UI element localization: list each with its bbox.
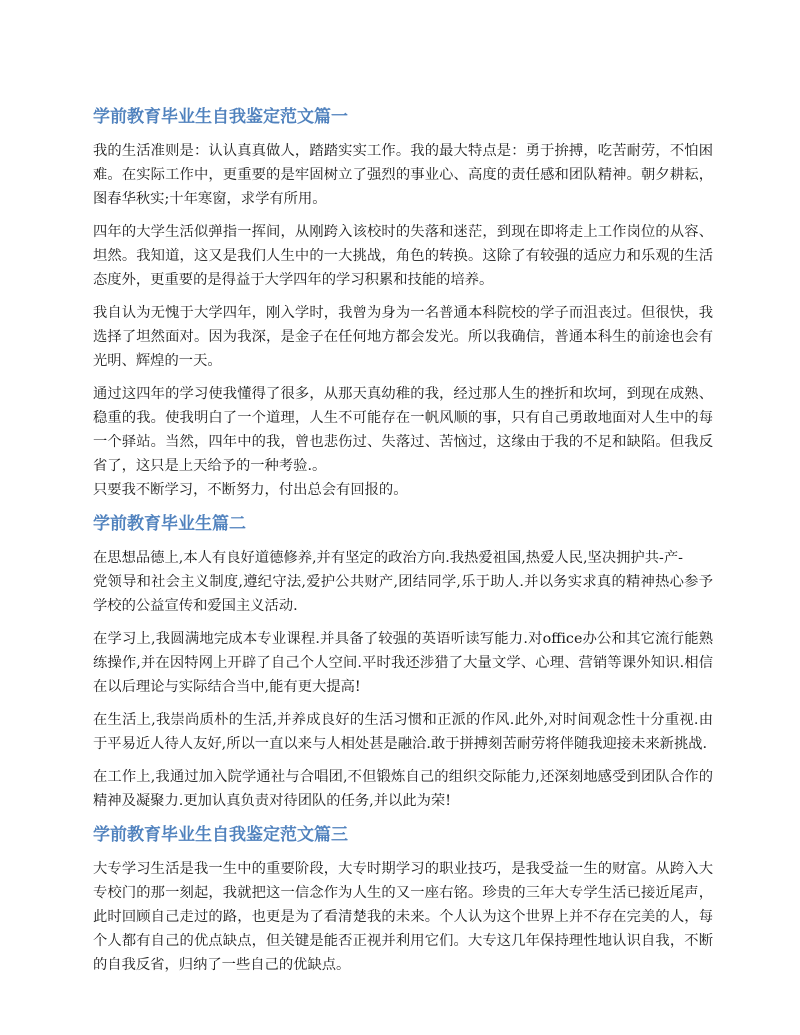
section-2-paragraph-2: 党领导和社会主义制度,遵纪守法,爱护公共财产,团结同学,乐于助人.并以务实求真的精神热心参予学校的公益宣传和爱国主义活动.	[93, 574, 713, 614]
section-2-paragraph-1: 在思想品德上,本人有良好道德修养,并有坚定的政治方向.我热爱祖国,热爱人民,坚决拥护共-产-	[93, 550, 683, 566]
section-2-paragraph-4: 在生活上,我崇尚质朴的生活,并养成良好的生活习惯和正派的作风.此外,对时间观念性十分重视.由于平易近人待人友好,所以一直以来与人相处甚是融洽.敢于拼搏刻苦耐劳将伴随我迎接未来新挑战.	[93, 712, 713, 752]
section-1-paragraph-1: 我的生活准则是：认认真真做人，踏踏实实工作。我的最大特点是：勇于拚搏，吃苦耐劳，不怕困难。在实际工作中，更重要的是牢固树立了强烈的事业心、高度的责任感和团队精神。朝夕耕耘，图春华秋实;十年寒窗，求学有所用。	[93, 143, 713, 207]
document-body	[93, 104, 713, 977]
section-1-paragraph-2: 四年的大学生活似弹指一挥间，从刚跨入该校时的失落和迷茫，到现在即将走上工作岗位的从容、坦然。我知道，这又是我们人生中的一大挑战，角色的转换。这除了有较强的适应力和乐观的生活态度外，更重要的是得益于大学四年的学习积累和技能的培养。	[93, 224, 713, 288]
section-2-paragraph-5: 在工作上,我通过加入院学通社与合唱团,不但锻炼自己的组织交际能力,还深刻地感受到团队合作的精神及凝聚力.更加认真负责对待团队的任务,并以此为荣!	[93, 769, 713, 809]
section-3-paragraph-1: 大专学习生活是我一生中的重要阶段，大专时期学习的职业技巧，是我受益一生的财富。从跨入大专校门的那一刻起，我就把这一信念作为人生的又一座右铭。珍贵的三年大专学生活已接近尾声，此时回顾自己走过的路，也更是为了看清楚我的未来。个人认为这个世界上并不存在完美的人，每个人都有自己的优点缺点，但关键是能否正视并利用它们。大专这几年保持理性地认识自我，不断的自我反省，归纳了一些自己的优缺点。	[93, 861, 713, 973]
section-1-paragraph-5: 只要我不断学习，不断努力，付出总会有回报的。	[93, 482, 408, 498]
section-2-title: 学前教育毕业生篇二	[93, 514, 246, 534]
section-1-paragraph-4: 通过这四年的学习使我懂得了很多，从那天真幼稚的我，经过那人生的挫折和坎坷，到现在成熟、稳重的我。使我明白了一个道理，人生不可能存在一帆风顺的事，只有自己勇敢地面对人生中的每一个驿站。当然，四年中的我，曾也悲伤过、失落过、苦恼过，这缘由于我的不足和缺陷。但我反省了，这只是上天给予的一种考验.。	[93, 386, 713, 474]
section-2-paragraph-3: 在学习上,我圆满地完成本专业课程.并具备了较强的英语听读写能力.对office办公和其它流行能熟练操作,并在因特网上开辟了自己个人空间.平时我还涉猎了大量文学、心理、营销等课外知识.相信在以后理论与实际结合当中,能有更大提高!	[93, 631, 713, 695]
section-1-title: 学前教育毕业生自我鉴定范文篇一	[93, 107, 348, 127]
section-3-title: 学前教育毕业生自我鉴定范文篇三	[93, 825, 348, 845]
section-1-paragraph-3: 我自认为无愧于大学四年，刚入学时，我曾为身为一名普通本科院校的学子而沮丧过。但很快，我选择了坦然面对。因为我深，是金子在任何地方都会发光。所以我确信，普通本科生的前途也会有光明、辉煌的一天。	[93, 305, 713, 369]
